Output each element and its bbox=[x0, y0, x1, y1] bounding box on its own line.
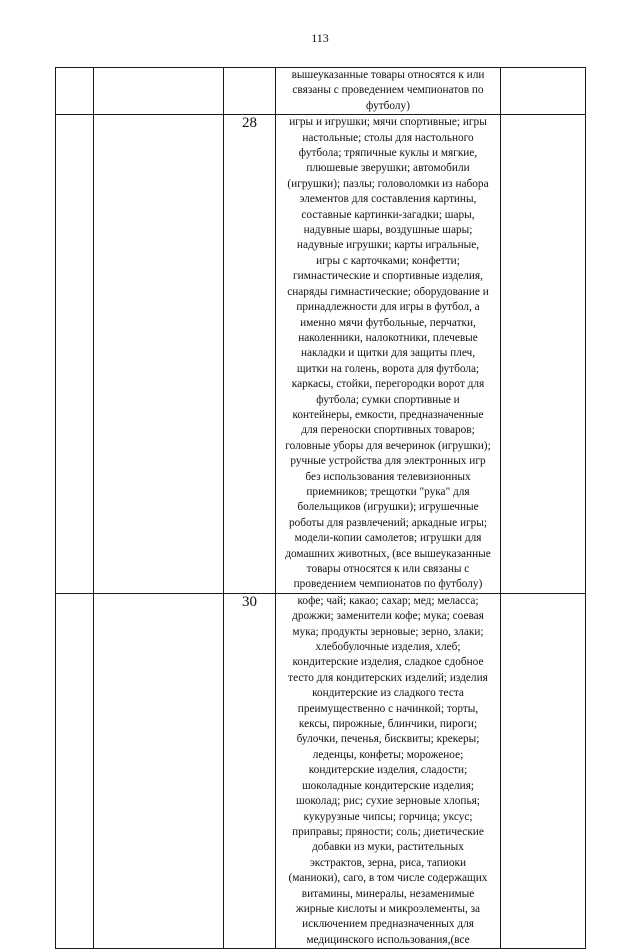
description-line: игры с карточками; конфетти; bbox=[316, 254, 460, 267]
description-line: шоколадные кондитерские изделия; bbox=[301, 779, 475, 792]
description-line: леденцы, конфеты; мороженое; bbox=[312, 748, 464, 761]
description-line: каркасы, стойки, перегородки ворот для bbox=[291, 378, 485, 391]
description-line: снаряды гимнастические; оборудование и bbox=[287, 285, 489, 298]
table-row bbox=[56, 68, 586, 115]
description-line: мука; продукты зерновые; зерно, злаки; bbox=[292, 625, 484, 638]
description-line: игры и игрушки; мячи спортивные; игры bbox=[289, 116, 487, 129]
goods-classification-table bbox=[55, 67, 586, 949]
description-line: жирные кислоты и микроэлементы, за bbox=[295, 902, 481, 915]
description-line: кукурузные чипсы; горчица; уксус; bbox=[303, 810, 473, 823]
description-line: щитки на голень, ворота для футбола; bbox=[296, 362, 480, 375]
empty-cell bbox=[501, 68, 586, 115]
class-number-cell: 28 bbox=[224, 115, 276, 594]
description-line: проведением чемпионатов по футболу) bbox=[293, 578, 483, 591]
page-number: 113 bbox=[311, 31, 329, 45]
description-line: наколенники, налокотники, плечевые bbox=[298, 331, 478, 344]
description-line: добавки из муки, растительных bbox=[312, 841, 464, 854]
description-line: преимущественно с начинкой; торты, bbox=[297, 702, 479, 715]
description-line: исключением предназначенных для bbox=[302, 918, 474, 931]
description-line: шоколад; рис; сухие зерновые хлопья; bbox=[296, 795, 480, 808]
description-line: принадлежности для игры в футбол, а bbox=[296, 301, 480, 314]
description-line: без использования телевизионных bbox=[305, 470, 471, 483]
empty-cell bbox=[94, 115, 224, 594]
empty-cell bbox=[56, 68, 94, 115]
description-line: кондитерские изделия, сладкое сдобное bbox=[292, 656, 484, 669]
description-line: вышеуказанные товары относятся к или bbox=[291, 69, 485, 81]
table-row bbox=[56, 115, 586, 594]
empty-cell bbox=[56, 593, 94, 948]
description-line: экстрактов, зерна, риса, тапиоки bbox=[309, 856, 467, 869]
description-line: приемников; трещотки "рука" для bbox=[306, 485, 470, 498]
description-line: связаны с проведением чемпионатов по bbox=[292, 84, 484, 97]
description-line: роботы для развлечений; аркадные игры; bbox=[288, 516, 488, 529]
description-line: элементов для составления картины, bbox=[299, 193, 477, 206]
description-line: приправы; пряности; соль; диетические bbox=[292, 825, 484, 838]
description-line: булочки, печенья, бисквиты; крекеры; bbox=[296, 733, 480, 746]
description-line: хлебобулочные изделия, хлеб; bbox=[315, 641, 461, 654]
class-number-cell: 30 bbox=[224, 593, 276, 948]
description-line: для переноски спортивных товаров; bbox=[301, 424, 475, 437]
empty-cell bbox=[94, 68, 224, 115]
description-line: медицинского использования,(все bbox=[306, 933, 470, 946]
goods-description-cell bbox=[276, 115, 501, 594]
description-line: плюшевые зверушки; автомобили bbox=[306, 162, 470, 175]
description-line: (игрушки); пазлы; головоломки из набора bbox=[287, 177, 489, 190]
description-line: кондитерские изделия, сладости; bbox=[308, 764, 468, 777]
description-line: составные картинки-загадки; шары, bbox=[301, 208, 475, 221]
description-line: кексы, пирожные, блинчики, пироги; bbox=[298, 718, 478, 731]
description-line: надувные шары, воздушные шары; bbox=[303, 224, 473, 237]
description-line: контейнеры, емкости, предназначенные bbox=[292, 408, 484, 421]
table-row bbox=[56, 593, 586, 948]
description-line: домашних животных, (все вышеуказанные bbox=[285, 547, 491, 560]
empty-cell bbox=[501, 115, 586, 594]
description-line: дрожжи; заменители кофе; мука; соевая bbox=[292, 610, 484, 623]
description-line: гимнастические и спортивные изделия, bbox=[293, 270, 483, 283]
description-line: тесто для кондитерских изделий; изделия bbox=[288, 671, 488, 684]
description-line: надувные игрушки; карты игральные, bbox=[296, 239, 480, 252]
goods-description-cell bbox=[276, 593, 501, 948]
empty-cell bbox=[56, 115, 94, 594]
description-line: витамины, минералы, незаменимые bbox=[301, 887, 475, 900]
empty-cell bbox=[501, 593, 586, 948]
description-line: именно мячи футбольные, перчатки, bbox=[300, 316, 476, 329]
goods-description-cell bbox=[276, 68, 501, 115]
description-line: ручные устройства для электронных игр bbox=[290, 455, 486, 468]
description-line: кондитерские из сладкого теста bbox=[312, 687, 464, 700]
description-line: футбола; сумки спортивные и bbox=[316, 393, 460, 406]
description-line: футболу) bbox=[366, 99, 410, 112]
class-number-cell bbox=[224, 68, 276, 115]
description-line: болельщиков (игрушки); игрушечные bbox=[297, 501, 479, 514]
description-line: товары относятся к или связаны с bbox=[306, 563, 470, 575]
description-line: модели-копии самолетов; игрушки для bbox=[294, 532, 482, 545]
description-line: футбола; тряпичные куклы и мягкие, bbox=[298, 147, 478, 160]
description-line: (маниоки), саго, в том числе содержащих bbox=[288, 872, 488, 885]
description-line: настольные; столы для настольного bbox=[302, 131, 474, 144]
description-line: головные уборы для вечеринок (игрушки); bbox=[285, 439, 491, 452]
description-line: накладки и щитки для защиты плеч, bbox=[300, 347, 476, 360]
empty-cell bbox=[94, 593, 224, 948]
description-line: кофе; чай; какао; сахар; мед; меласса; bbox=[297, 594, 479, 607]
